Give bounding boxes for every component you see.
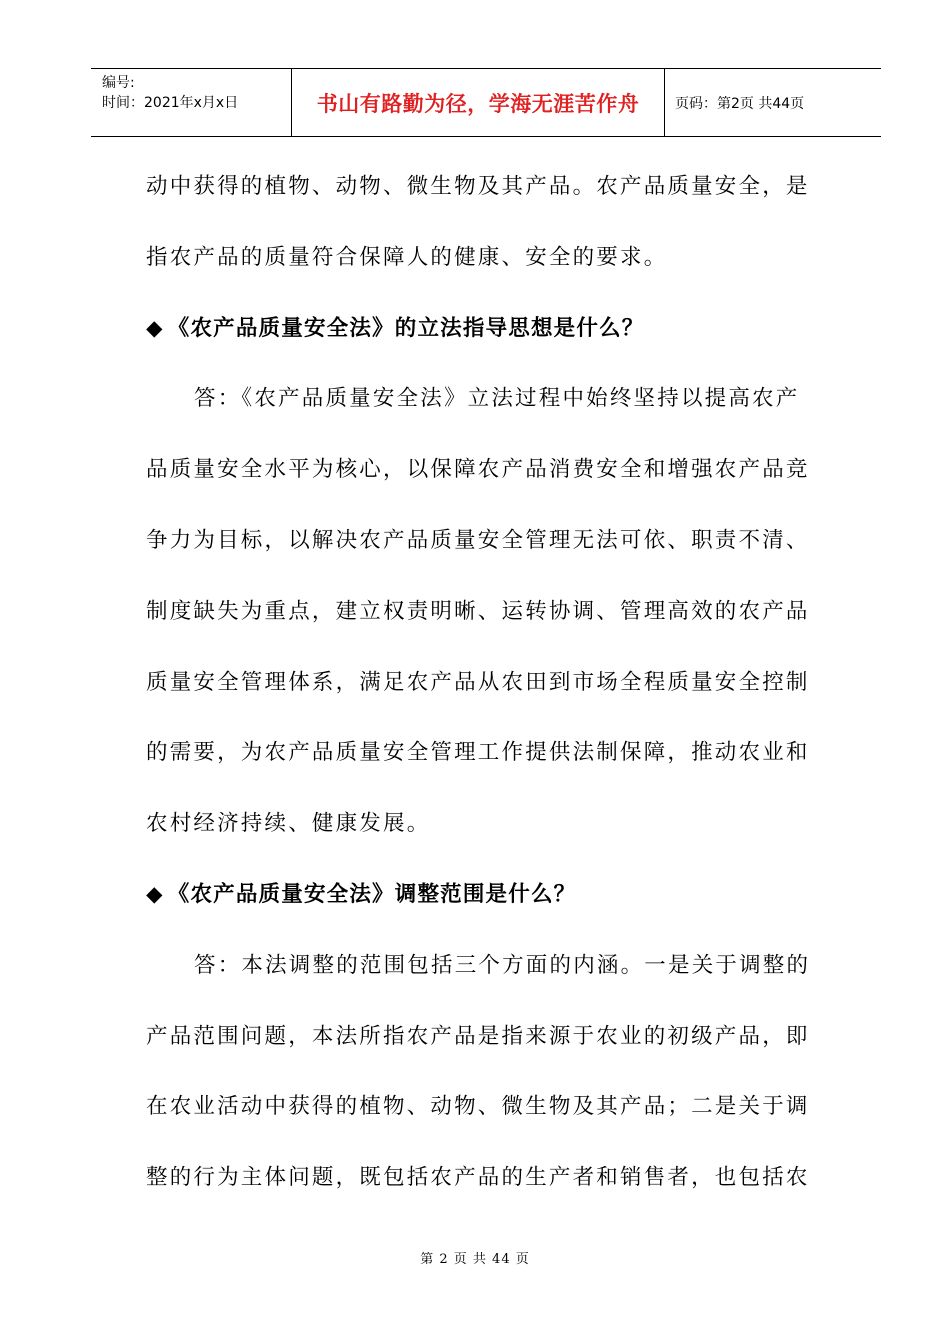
- question-heading: [146, 294, 836, 365]
- answer-line: 的需要，为农产品质量安全管理工作提供法制保障，推动农业和: [146, 740, 810, 766]
- answer-line: 整的行为主体问题，既包括农产品的生产者和销售者，也包括农: [146, 1165, 810, 1191]
- answer-line: 质量安全管理体系，满足农产品从农田到市场全程质量安全控制: [146, 669, 810, 695]
- question-heading: [146, 860, 836, 931]
- question-text: 《农产品质量安全法》调整范围是什么？: [167, 881, 577, 907]
- body-line: 动中获得的植物、动物、微生物及其产品。农产品质量安全，是: [146, 174, 810, 199]
- answer-line: 争力为目标，以解决农产品质量安全管理无法可依、职责不清、: [146, 527, 810, 553]
- diamond-icon: ◆: [146, 881, 164, 907]
- serial-label: 编号:: [102, 75, 135, 91]
- diamond-icon: ◆: [146, 315, 164, 341]
- answer-line: 答：本法调整的范围包括三个方面的内涵。一是关于调整的: [194, 952, 811, 978]
- answer-line: 在农业活动中获得的植物、动物、微生物及其产品；二是关于调: [146, 1094, 810, 1120]
- header-page-info: 页码：第2页 共44页: [675, 95, 805, 112]
- answer-line: 答：《农产品质量安全法》立法过程中始终坚持以提高农产: [194, 386, 800, 412]
- answer-line: 制度缺失为重点，建立权责明晰、运转协调、管理高效的农产品: [146, 598, 810, 624]
- answer-line: 农村经济持续、健康发展。: [146, 811, 431, 837]
- header-meta: [91, 69, 292, 136]
- answer-line: 品质量安全水平为核心，以保障农产品消费安全和增强农产品竞: [146, 457, 810, 483]
- document-header: [91, 68, 881, 137]
- body-line: 指农产品的质量符合保障人的健康、安全的要求。: [146, 244, 668, 270]
- answer-line: 产品范围问题，本法所指农产品是指来源于农业的初级产品，即: [146, 1023, 810, 1049]
- document-body: [146, 152, 836, 1214]
- header-motto: 书山有路勤为径，学海无涯苦作舟: [292, 69, 665, 136]
- time-label: 时间：2021年x月x日: [102, 95, 239, 111]
- question-text: 《农产品质量安全法》的立法指导思想是什么？: [167, 315, 645, 341]
- page-footer: 第 2 页 共 44 页: [420, 1252, 530, 1267]
